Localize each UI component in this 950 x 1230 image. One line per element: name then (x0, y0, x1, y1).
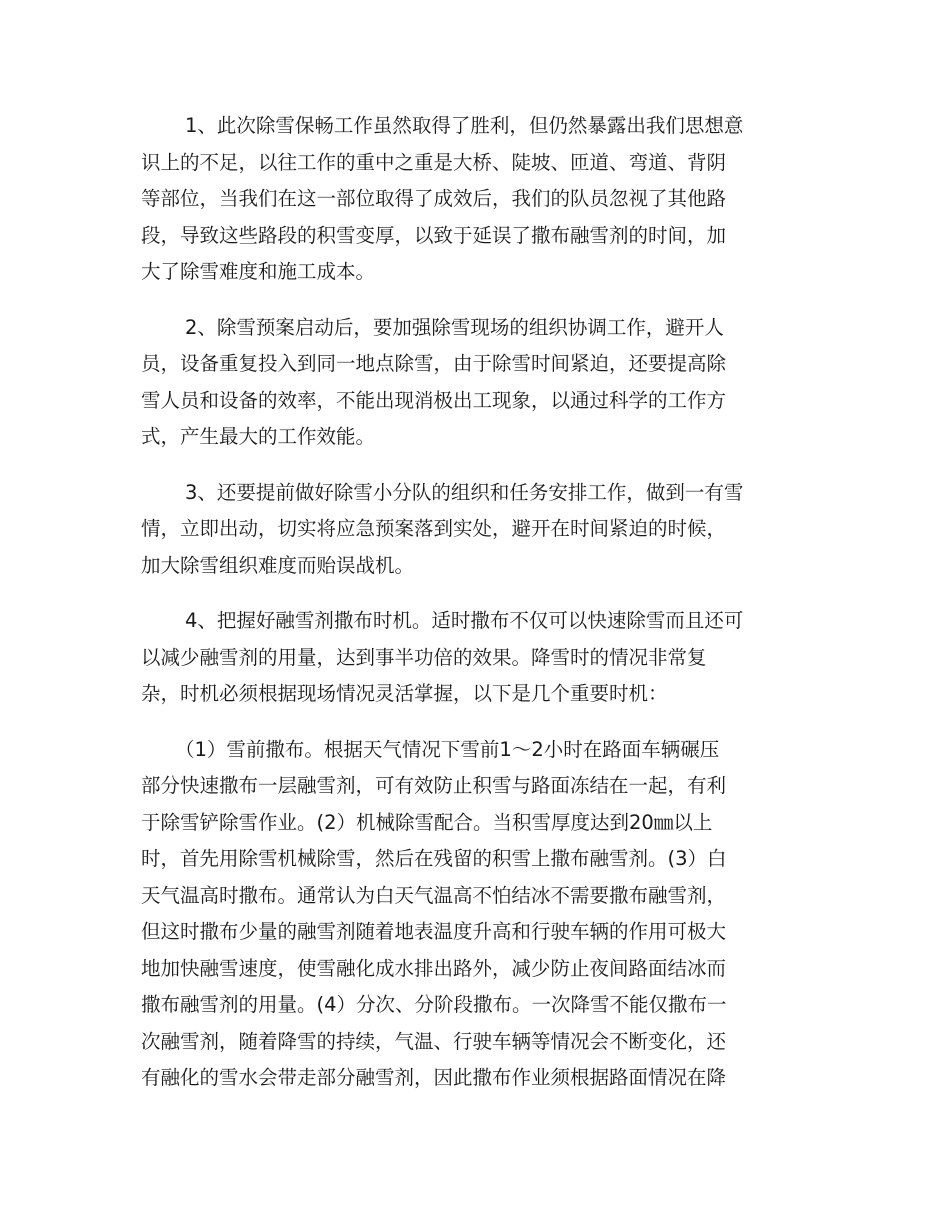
document-body (141, 108, 805, 1097)
paragraph-1: 1、此次除雪保畅工作虽然取得了胜利，但仍然暴露出我们思想意 识上的不足，以往工作的重中之重是大桥、陡坡、匝道、弯道、背阴 等部位，当我们在这一部位取得了成效后，我们的队员忽视了其他路 段，导致这些路段的积雪变厚，以致于延误了撒布融雪剂的时间，加 大了除雪难度和施工成本。 (141, 114, 744, 283)
paragraph-3: 3、还要提前做好除雪小分队的组织和任务安排工作，做到一有雪 情，立即出动，切实将应急预案落到实处，避开在时间紧迫的时候， 加大除雪组织难度而贻误战机。 (141, 480, 744, 577)
paragraph-2: 2、除雪预案启动后，要加强除雪现场的组织协调工作，避开人 员，设备重复投入到同一地点除雪，由于除雪时间紧迫，还要提高除 雪人员和设备的效率，不能出现消极出工现象，以通过科学的工作方 式，产生最大的工作效能。 (141, 315, 727, 448)
paragraph-4: 4、把握好融雪剂撒布时机。适时撒布不仅可以快速除雪而且还可 以减少融雪剂的用量，达到事半功倍的效果。降雪时的情况非常复 杂，时机必须根据现场情况灵活掌握，以下是几个重要时机： (141, 609, 744, 705)
paragraph-5: （1）雪前撒布。根据天气情况下雪前1～2小时在路面车辆碾压 部分快速撒布一层融雪剂，可有效防止积雪与路面冻结在一起，有利 于除雪铲除雪作业。(2）机械除雪配合。当积雪厚度达到20㎜以上 时，首先用除雪机械除雪，然后在残留的积雪上撒布融雪剂。(3）白 天气温高时撒布。通常认为白天气温高不怕结冰不需要撒布融雪剂， 但这时撒布少量的融雪剂随着地表温度升高和行驶车辆的作用可极大 地加快融雪速度，使雪融化成水排出路外，减少防止夜间路面结冰而 撒布融雪剂的用量。(4）分次、分阶段撒布。一次降雪不能仅撒布一 次融雪剂，随着降雪的持续，气温、行驶车辆等情况会不断变化，还 有融化的雪水会带走部分融雪剂，因此撒布作业须根据路面情况在降 (141, 737, 727, 1089)
